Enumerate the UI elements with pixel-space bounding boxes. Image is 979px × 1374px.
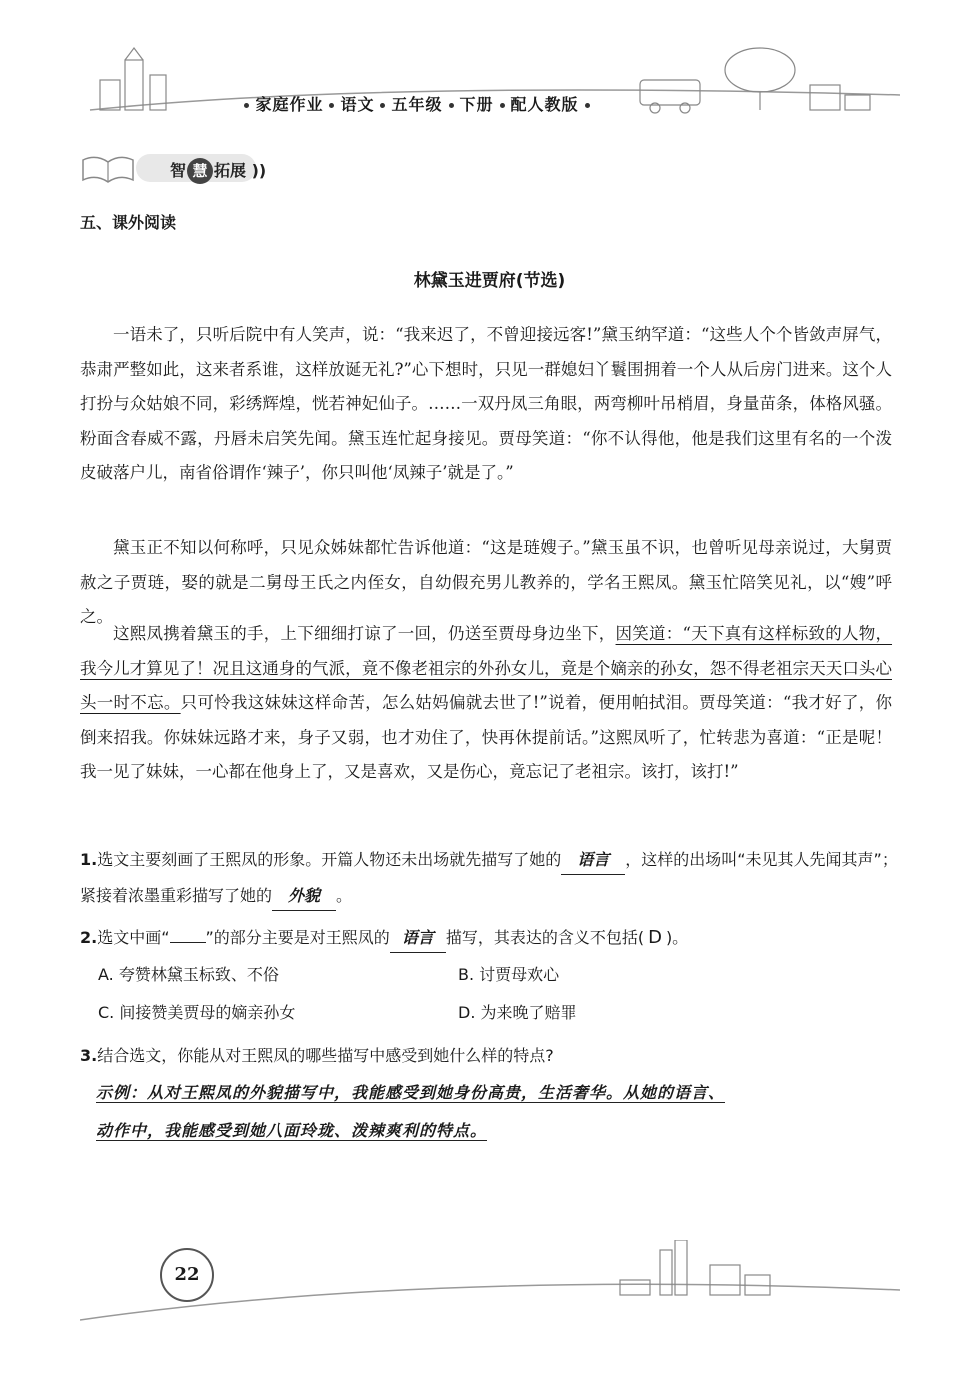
header-decoration bbox=[80, 40, 900, 130]
bullet-icon bbox=[585, 103, 590, 108]
underlined-speech: 因笑道：“天下真有这样标致的人物，我今儿才算见了！况且这通身的气派，竟不像老祖宗的外孙女儿，竟是个嫡亲的孙女，怨不得老祖宗天天口头心头一时不忘。 bbox=[80, 624, 893, 712]
book-icon bbox=[78, 150, 138, 186]
paragraph-3: 这熙凤携着黛玉的手，上下细细打谅了一回，仍送至贾母身边坐下，因笑道：“天下真有这样标致的人物，我今儿才算见了！况且这通身的气派，竟不像老祖宗的外孙女儿，竟是个嫡亲的孙女，怨不得老祖宗天天口头心头一时不忘。只可怜我这妹妹这样命苦，怎么姑妈偏就去世了!”说着，便用帕拭泪。贾母笑道：“我才好了，你倒来招我。你妹妹远路才来，身子又弱，也才劝住了，快再休提前话。”这熙凤听了，忙转悲为喜道：“正是呢！我一见了妹妹，一心都在他身上了，又是喜欢，又是伤心，竟忘记了老祖宗。该打，该打!” bbox=[80, 624, 893, 781]
bullet-icon bbox=[329, 103, 334, 108]
question-1: 1.选文主要刻画了王熙凤的形象。开篇人物还未出场就先描写了她的 语言 ，这样的出场叫“未见其人先闻其声”；紧接着浓墨重彩描写了她的 外貌 。 bbox=[80, 842, 900, 914]
section-heading: 五、课外阅读 bbox=[80, 213, 177, 232]
option-c: C. 间接赞美贾母的嫡亲孙女 bbox=[98, 1003, 296, 1022]
underline-sample bbox=[170, 924, 206, 943]
option-b: B. 讨贾母欢心 bbox=[458, 965, 560, 984]
answer-blank: 语言 bbox=[390, 924, 446, 953]
answer-blank: 语言 bbox=[561, 846, 625, 875]
passage-title: 林黛玉进贾府(节选) bbox=[413, 271, 566, 291]
badge-hui: 慧 bbox=[187, 158, 213, 184]
paragraph-2: 黛玉正不知以何称呼，只见众姊妹都忙告诉他道：“这是琏嫂子。”黛玉虽不识，也曾听见母亲说过，大舅贾赦之子贾琏，娶的就是二舅母王氏之内侄女，自幼假充男儿教养的，学名王熙凤。黛玉忙陪笑见礼，以“嫂”呼之。 bbox=[80, 538, 892, 626]
choice-answer: D bbox=[648, 927, 662, 948]
badge-text: 智 慧 拓展 )) bbox=[170, 158, 266, 184]
option-a: A. 夸赞林黛玉标致、不俗 bbox=[98, 965, 279, 984]
option-d: D. 为来晚了赔罪 bbox=[458, 1003, 577, 1022]
wisdom-expansion-badge bbox=[78, 148, 278, 188]
question-3: 3.结合选文，你能从对王熙凤的哪些描写中感受到她什么样的特点? bbox=[80, 1046, 554, 1065]
answer-line-1: 示例：从对王熙凤的外貌描写中，我能感受到她身份高贵，生活奢华。从她的语言、 bbox=[96, 1083, 726, 1102]
header-title: 家庭作业 语文 五年级 下册 配人教版 bbox=[232, 92, 602, 115]
bullet-icon bbox=[449, 103, 454, 108]
bullet-icon bbox=[500, 103, 505, 108]
question-2: 2.选文中画“ ”的部分主要是对王熙凤的 语言 描写，其表达的含义不包括( D )。 bbox=[80, 920, 900, 956]
bullet-icon bbox=[380, 103, 385, 108]
answer-blank: 外貌 bbox=[272, 882, 336, 911]
paragraph-1: 一语未了，只听后院中有人笑声，说：“我来迟了，不曾迎接远客!”黛玉纳罕道：“这些人个个皆敛声屏气，恭肃严整如此，这来者系谁，这样放诞无礼?”心下想时，只见一群媳妇丫鬟围拥着一个人从后房门进来。这个人打扮与众姑娘不同，彩绣辉煌，恍若神妃仙子。……一双丹凤三角眼，两弯柳叶吊梢眉，身量苗条，体格风骚。粉面含春威不露，丹唇未启笑先闻。黛玉连忙起身接见。贾母笑道：“你不认得他，他是我们这里有名的一个泼皮破落户儿，南省俗谓作‘辣子’，你只叫他‘凤辣子’就是了。” bbox=[80, 325, 892, 482]
page-number: 22 bbox=[160, 1248, 214, 1302]
bullet-icon bbox=[244, 103, 249, 108]
answer-line-2: 动作中，我能感受到她八面玲珑、泼辣爽利的特点。 bbox=[96, 1121, 488, 1140]
